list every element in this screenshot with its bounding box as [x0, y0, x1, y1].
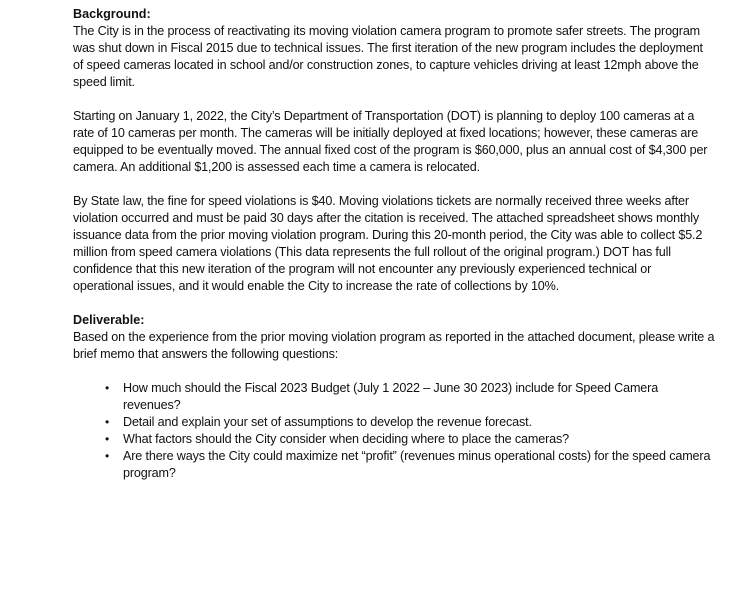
background-heading: Background: — [73, 7, 151, 21]
question-item — [105, 380, 715, 414]
deliverable-heading: Deliverable: — [73, 313, 145, 327]
question-text: What factors should the City consider when deciding where to place the cameras? — [123, 432, 569, 446]
background-paragraph-3: By State law, the fine for speed violations is $40. Moving violations tickets are normally received three weeks after violation occurred and must be paid 30 days after the citation is received. The attached spreadsheet shows monthly issuance data from the prior moving violation program. During this 20-month period, the City was able to collect $5.2 million from speed camera violations (This data represents the full rollout of the original program.) DOT has full confidence that this new iteration of the program will not encounter any previously experienced technical or operational issues, and it would enable the City to increase the rate of collections by 10%. — [73, 194, 703, 293]
question-item — [105, 414, 715, 431]
bullet-icon: • — [105, 381, 110, 395]
question-text: Detail and explain your set of assumptions to develop the revenue forecast. — [123, 415, 532, 429]
bullet-icon: • — [105, 415, 110, 429]
background-paragraph-1: The City is in the process of reactivating its moving violation camera program to promote safer streets. The program was shut down in Fiscal 2015 due to technical issues. The first iteration of the new program includes the deployment of speed cameras located in school and/or construction zones, to capture vehicles driving at least 12mph above the speed limit. — [73, 24, 703, 89]
deliverable-section — [73, 312, 715, 482]
question-text: How much should the Fiscal 2023 Budget (July 1 2022 – June 30 2023) include for Speed Camera revenues? — [123, 381, 659, 412]
question-item — [105, 431, 715, 448]
bullet-icon: • — [105, 449, 110, 463]
bullet-icon: • — [105, 432, 110, 446]
deliverable-intro: Based on the experience from the prior moving violation program as reported in the attached document, please write a brief memo that answers the following questions: — [73, 330, 715, 361]
question-list — [73, 380, 715, 482]
background-paragraph-2: Starting on January 1, 2022, the City’s Department of Transportation (DOT) is planning to deploy 100 cameras at a rate of 10 cameras per month. The cameras will be initially deployed at fixed locations; however, these cameras are equipped to be eventually moved. The annual fixed cost of the program is $60,000, plus an annual cost of $4,300 per camera. An additional $1,200 is assessed each time a camera is relocated. — [73, 109, 708, 174]
question-item — [105, 448, 715, 482]
question-text: Are there ways the City could maximize net “profit” (revenues minus operational costs) for the speed camera program? — [123, 449, 711, 480]
background-section — [73, 6, 715, 295]
